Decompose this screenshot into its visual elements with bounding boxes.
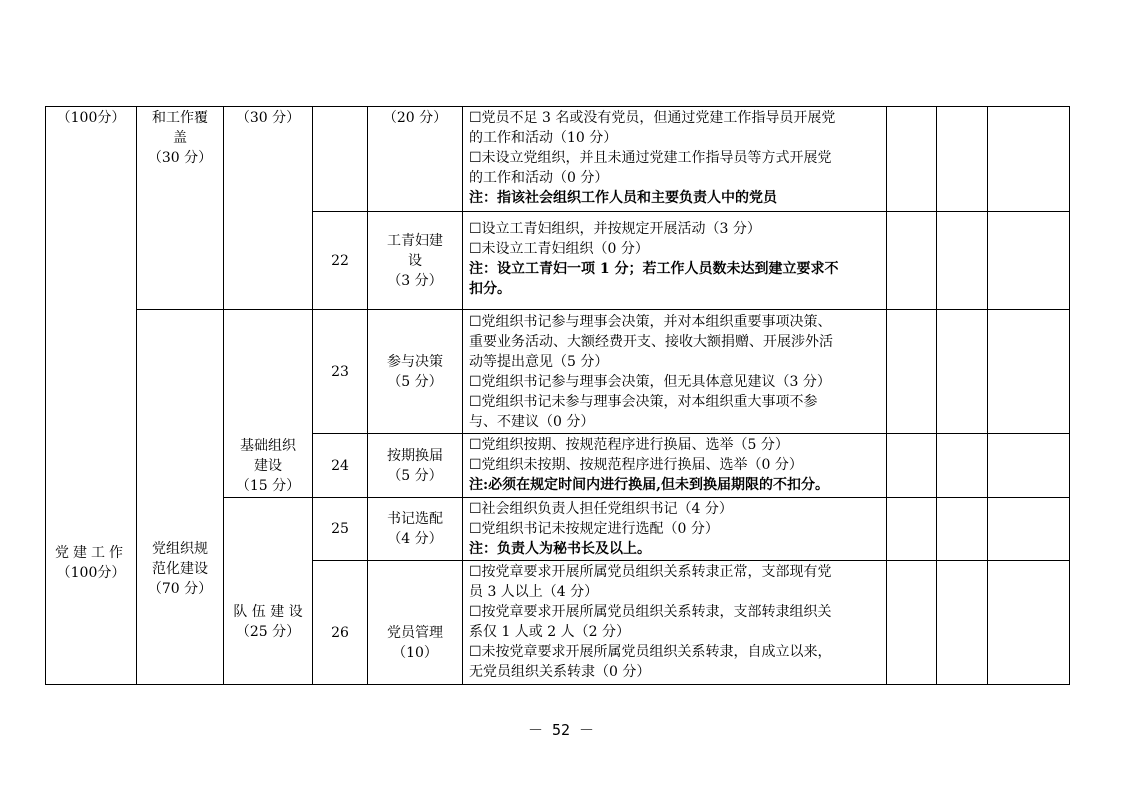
cell-line: 按期换届 bbox=[387, 448, 443, 464]
criteria-line: ☐党组织书记参与理事会决策，但无具体意见建议（3 分） bbox=[469, 374, 831, 390]
criteria-line: ☐党组织未按期、按规范程序进行换届、选举（0 分） bbox=[469, 457, 803, 473]
cell-line: 设 bbox=[408, 253, 422, 269]
cell-line: 党组织规 bbox=[151, 541, 208, 557]
cell-line: 队 伍 建 设 bbox=[233, 604, 303, 620]
row-item bbox=[387, 446, 443, 486]
cell-line: （20 分） bbox=[382, 110, 448, 126]
criteria-line: ☐党员不足 3 名或没有党员，但通过党建工作指导员开展党 bbox=[469, 110, 836, 126]
note-line: 注：设立工青妇一项 1 分；若工作人员数未达到建立要求不 bbox=[469, 261, 839, 277]
row-item bbox=[387, 623, 443, 663]
note-line: 注：指该社会组织工作人员和主要负责人中的党员 bbox=[469, 190, 777, 206]
cell-line: 基础组织 bbox=[239, 438, 296, 454]
criteria-line: ☐按党章要求开展所属党员组织关系转隶，支部转隶组织关 bbox=[469, 604, 832, 620]
criteria-line: 的工作和活动（10 分） bbox=[469, 130, 618, 146]
criteria-line: ☐社会组织负责人担任党组织书记（4 分） bbox=[469, 501, 733, 517]
col1-category-score: （100分） bbox=[56, 565, 126, 581]
criteria-line: 员 3 人以上（4 分） bbox=[469, 584, 599, 600]
criteria-line: ☐设立工青妇组织，并按规定开展活动（3 分） bbox=[469, 221, 761, 237]
col3-top-score: （30 分） bbox=[235, 110, 301, 126]
cell-line: （70 分） bbox=[147, 581, 213, 597]
cell-line: （25 分） bbox=[235, 624, 301, 640]
criteria-line: ☐按党章要求开展所属党员组织关系转隶正常，支部现有党 bbox=[469, 564, 832, 580]
cell-line: （5 分） bbox=[387, 374, 443, 390]
col3-base-cell bbox=[236, 436, 300, 496]
row-criteria bbox=[469, 312, 833, 432]
row-item bbox=[383, 108, 447, 128]
row-criteria bbox=[469, 562, 832, 682]
note-line: 注:必须在规定时间内进行换届,但未到换届期限的不扣分。 bbox=[469, 477, 830, 493]
criteria-line: ☐未按党章要求开展所属党员组织关系转隶，自成立以来， bbox=[469, 644, 832, 660]
col3-team-cell bbox=[233, 602, 302, 642]
row-number: 23 bbox=[331, 364, 349, 380]
criteria-line: 系仅 1 人或 2 人（2 分） bbox=[469, 624, 630, 640]
row-criteria bbox=[469, 219, 839, 299]
note-line: 扣分。 bbox=[469, 281, 511, 297]
cell-line: 盖 bbox=[172, 130, 187, 146]
page-number: － 52 － bbox=[527, 721, 595, 739]
row-item bbox=[387, 231, 443, 291]
criteria-line: 与、不建议（0 分） bbox=[469, 414, 595, 430]
cell-line: 和工作覆 bbox=[151, 110, 208, 126]
criteria-line: ☐党组织书记参与理事会决策，并对本组织重要事项决策、 bbox=[469, 314, 832, 330]
criteria-line: 无党员组织关系转隶（0 分） bbox=[469, 664, 651, 680]
col1-top-score: （100分） bbox=[56, 110, 126, 126]
col2-main-cell bbox=[148, 539, 212, 599]
row-number: 26 bbox=[331, 625, 349, 641]
criteria-line: 重要业务活动、大额经费开支、接收大额捐赠、开展涉外活 bbox=[469, 334, 833, 350]
row-criteria bbox=[469, 108, 835, 208]
row-criteria bbox=[469, 499, 733, 559]
cell-line: 范化建设 bbox=[151, 561, 208, 577]
col2-top-cell bbox=[148, 108, 212, 168]
cell-line: （15 分） bbox=[235, 478, 301, 494]
row-criteria bbox=[469, 435, 829, 495]
cell-line: 党员管理 bbox=[387, 625, 443, 641]
cell-line: 参与决策 bbox=[387, 354, 443, 370]
criteria-line: ☐未设立党组织，并且未通过党建工作指导员等方式开展党 bbox=[469, 150, 832, 166]
cell-line: 书记选配 bbox=[387, 511, 443, 527]
criteria-line: ☐党组织按期、按规范程序进行换届、选举（5 分） bbox=[469, 437, 789, 453]
criteria-line: 的工作和活动（0 分） bbox=[469, 170, 609, 186]
col1-category: 党建工作 bbox=[55, 545, 127, 561]
criteria-line: ☐党组织书记未按规定进行选配（0 分） bbox=[469, 521, 719, 537]
cell-line: （4 分） bbox=[387, 531, 443, 547]
cell-line: 工青妇建 bbox=[387, 233, 443, 249]
cell-line: 建设 bbox=[253, 458, 282, 474]
row-item bbox=[387, 352, 443, 392]
note-line: 注：负责人为秘书长及以上。 bbox=[469, 541, 651, 557]
row-number: 24 bbox=[331, 458, 349, 474]
criteria-line: ☐党组织书记未参与理事会决策，对本组织重大事项不参 bbox=[469, 394, 818, 410]
cell-line: （30 分） bbox=[147, 150, 213, 166]
row-number: 22 bbox=[331, 253, 349, 269]
criteria-line: 动等提出意见（5 分） bbox=[469, 354, 609, 370]
cell-line: （10） bbox=[392, 645, 438, 661]
cell-line: （3 分） bbox=[387, 273, 443, 289]
row-item bbox=[387, 509, 443, 549]
criteria-line: ☐未设立工青妇组织（0 分） bbox=[469, 241, 649, 257]
row-number: 25 bbox=[331, 521, 349, 537]
cell-line: （5 分） bbox=[387, 468, 443, 484]
